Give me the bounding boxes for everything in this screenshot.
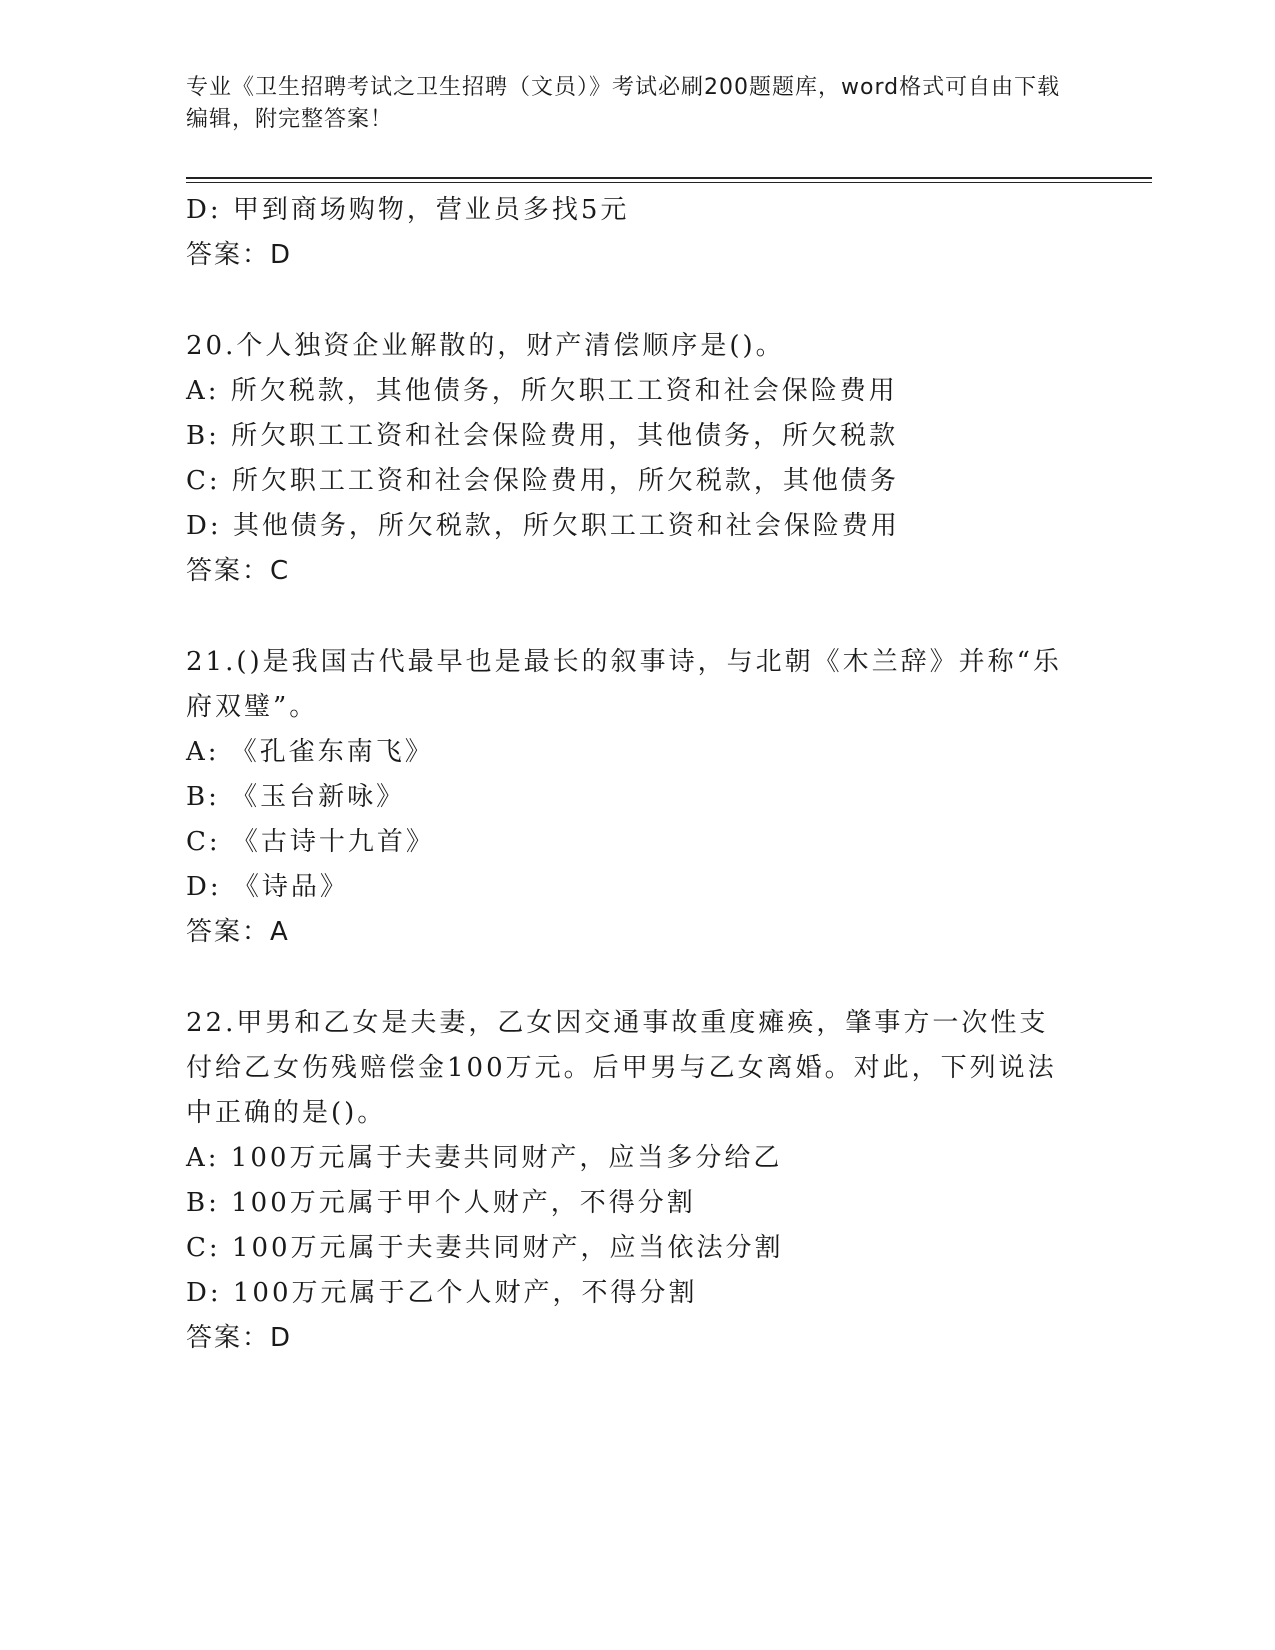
spacer	[186, 955, 1086, 1001]
option-d: D: 《诗品》	[186, 872, 349, 902]
spacer	[186, 278, 1086, 324]
question-stem: 20.个人独资企业解散的，财产清偿顺序是()。	[186, 331, 785, 361]
option-b: B: 《玉台新咏》	[186, 782, 406, 812]
question-stem: 21.()是我国古代最早也是最长的叙事诗，与北朝《木兰辞》并称“乐府双璧”。	[186, 647, 1062, 722]
option-c: C: 所欠职工工资和社会保险费用，所欠税款，其他债务	[186, 466, 899, 496]
document-header: 专业《卫生招聘考试之卫生招聘（文员）》考试必刷200题题库，word格式可自由下载编辑，附完整答案！	[186, 75, 1061, 132]
header-divider-thin	[186, 182, 1152, 183]
prev-answer: 答案：D	[186, 240, 293, 270]
option-c: C: 《古诗十九首》	[186, 827, 435, 857]
answer: 答案：A	[186, 917, 290, 947]
option-c: C: 100万元属于夫妻共同财产，应当依法分割	[186, 1233, 784, 1263]
option-b: B: 100万元属于甲个人财产，不得分割	[186, 1188, 696, 1218]
option-a: A: 所欠税款，其他债务，所欠职工工资和社会保险费用	[186, 376, 898, 406]
prev-option-d: D: 甲到商场购物，营业员多找5元	[186, 195, 630, 225]
option-d: D: 其他债务，所欠税款，所欠职工工资和社会保险费用	[186, 511, 900, 541]
question-block	[186, 1001, 1086, 1361]
option-d: D: 100万元属于乙个人财产，不得分割	[186, 1278, 698, 1308]
document-body	[186, 188, 1086, 1361]
answer: 答案：C	[186, 556, 291, 586]
question-block	[186, 324, 1086, 594]
spacer	[186, 594, 1086, 640]
option-b: B: 所欠职工工资和社会保险费用，其他债务，所欠税款	[186, 421, 899, 451]
header-divider-thick	[186, 177, 1152, 179]
option-a: A: 100万元属于夫妻共同财产，应当多分给乙	[186, 1143, 783, 1173]
question-block	[186, 640, 1086, 955]
answer: 答案：D	[186, 1323, 293, 1353]
option-a: A: 《孔雀东南飞》	[186, 737, 434, 767]
question-stem: 22.甲男和乙女是夫妻，乙女因交通事故重度瘫痪，肇事方一次性支付给乙女伤残赔偿金100万元。后甲男与乙女离婚。对此，下列说法中正确的是()。	[186, 1008, 1057, 1128]
